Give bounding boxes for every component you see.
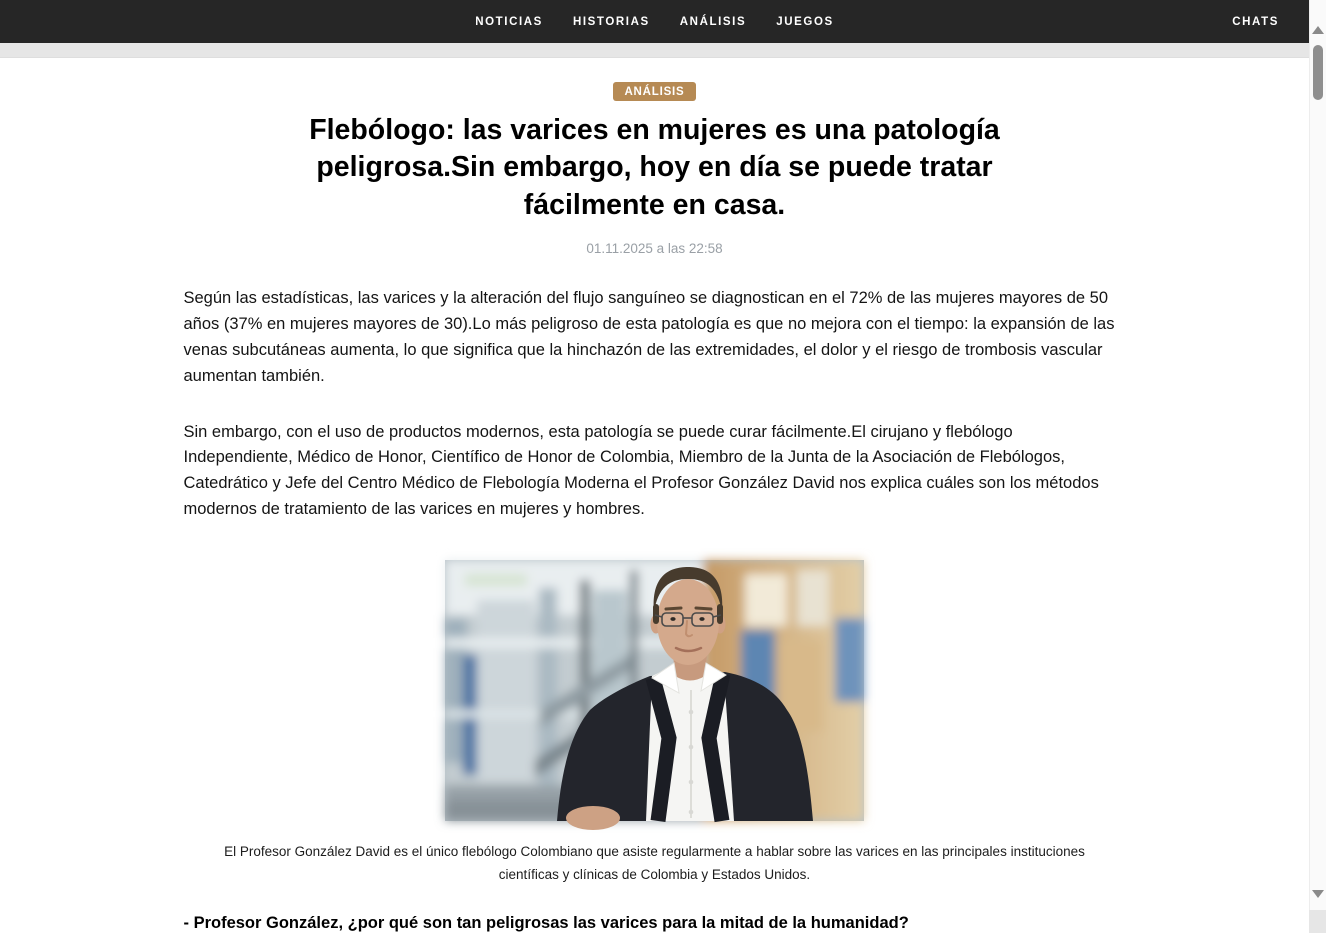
scrollbar-thumb[interactable] [1313,45,1323,100]
article-figure [184,560,1126,887]
category-badge[interactable]: ANÁLISIS [613,82,695,101]
article-paragraph: Según las estadísticas, las varices y la alteración del flujo sanguíneo se diagnostican en el 72% de las mujeres mayores de 50 años (37% en mujeres mayores de 30).Lo más peligroso de esta patología es que no mejora con el tiempo: la expansión de las venas subcutáneas aumenta, lo que significa que la hinchazón de las extremidades, el dolor y el riesgo de trombosis vascular aumentan también. [183,288,1115,385]
vertical-scrollbar[interactable] [1309,0,1326,910]
photo-caption: El Profesor González David es el único flebólogo Colombiano que asiste regularmente a hablar sobre las varices en las principales instituciones científicas y clínicas de Colombia y Estados Unidos. [224,844,1085,883]
article-content [0,58,1309,933]
interview-question: - Profesor González, ¿por qué son tan peligrosas las varices para la mitad de la humanidad? [183,913,909,932]
nav-item-juegos[interactable]: JUEGOS [776,15,834,28]
doctor-photo [445,560,864,821]
scroll-up-icon[interactable] [1312,26,1324,34]
article-datetime: 01.11.2025 a las 22:58 [586,240,723,256]
page-background-strip [0,43,1309,58]
nav-item-historias[interactable]: HISTORIAS [572,15,650,28]
top-navbar [0,0,1309,43]
article-title: Flebólogo: las varices en mujeres es una patología peligrosa.Sin embargo, hoy en día se puede tratar fácilmente en casa. [309,114,1000,221]
nav-item-noticias[interactable]: NOTICIAS [475,15,543,28]
scroll-down-icon[interactable] [1312,890,1324,898]
doctor-photo-illustration [445,560,864,821]
nav-item-analisis[interactable]: ANÁLISIS [679,15,747,28]
nav-item-chats[interactable]: CHATS [1232,15,1279,28]
article-paragraph: Sin embargo, con el uso de productos modernos, esta patología se puede curar fácilmente.El cirujano y flebólogo Independiente, Médico de Honor, Científico de Honor de Colombia, Miembro de la Junta de la Asociación de Flebólogos, Catedrático y Jefe del Centro Médico de Flebología Moderna el Profesor González David nos explica cuáles son los métodos modernos de tratamiento de las varices en mujeres y hombres. [183,422,1099,519]
article-body [184,286,1126,523]
main-menu [475,16,834,28]
